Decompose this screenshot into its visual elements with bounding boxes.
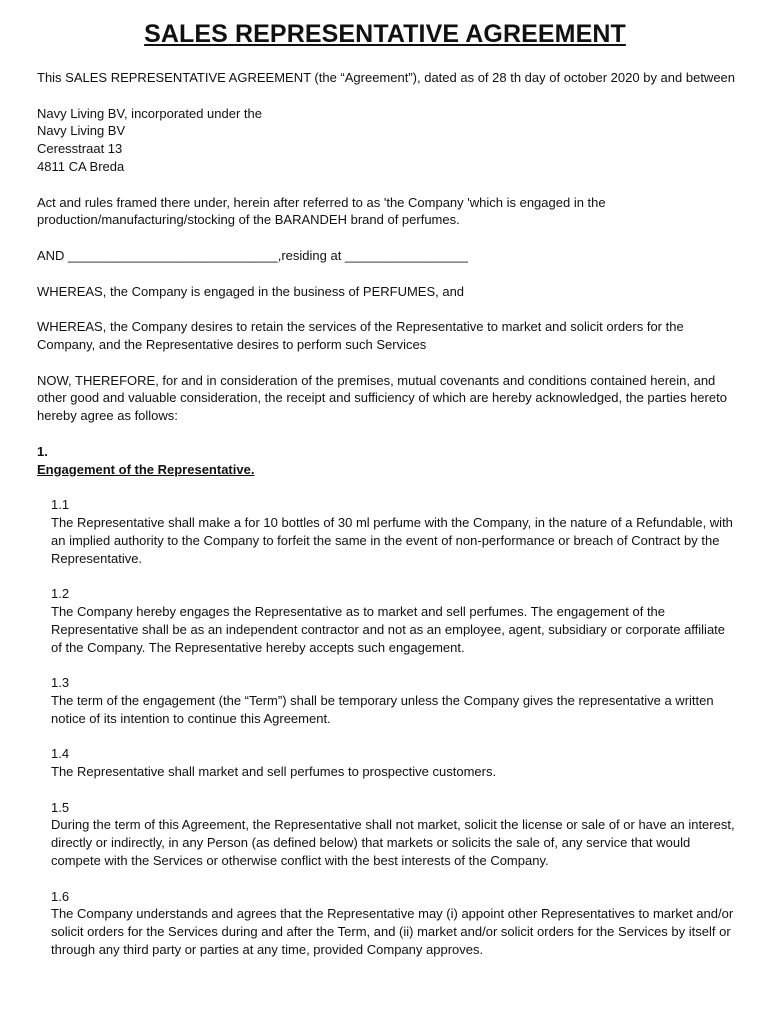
clause-text: During the term of this Agreement, the Representative shall not market, solicit the license or sale of or have an interest, directly or indirectly, in any Person (as defined below) that markets or solicits the sale of, any service that would compete with the Services or otherwise conflict with the best interests of the Company.: [51, 817, 735, 869]
clause-1-6: [37, 888, 737, 959]
clause-number: 1.5: [51, 799, 70, 815]
clause-number: 1.3: [51, 675, 70, 691]
clause-text: The term of the engagement (the “Term”) shall be temporary unless the Company gives the representative a written notice of its intention to continue this Agreement.: [51, 692, 714, 726]
document-title: SALES REPRESENTATIVE AGREEMENT: [144, 20, 626, 48]
party-street: Ceresstraat 13: [37, 141, 123, 157]
clause-1-5: [37, 799, 737, 870]
now-therefore-paragraph: NOW, THEREFORE, for and in consideration of the premises, mutual covenants and conditions contained herein, and other good and valuable consideration, the receipt and sufficiency of which are hereby acknowledged, the parties hereto hereby agree as follows:: [37, 372, 727, 424]
section-number: 1.: [37, 443, 48, 459]
clause-text: The Company hereby engages the Representative as to market and sell perfumes. The engagement of the Representative shall be as an independent contractor and not as an employee, agent, subsidiary or corporate affiliate of the Company. The Representative hereby accepts such engagement.: [51, 603, 726, 655]
clause-1-1: [37, 496, 737, 567]
party-postcode-city: 4811 CA Breda: [37, 158, 125, 174]
clause-1-4: [37, 745, 737, 781]
clause-number: 1.2: [51, 586, 70, 602]
party-name: Navy Living BV: [37, 123, 126, 139]
intro-paragraph: This SALES REPRESENTATIVE AGREEMENT (the “Agreement”), dated as of 28 th day of october 2020 by and between: [37, 70, 736, 85]
clause-number: 1.4: [51, 746, 70, 762]
section-title: Engagement of the Representative.: [37, 461, 255, 477]
clause-text: The Representative shall make a for 10 bottles of 30 ml perfume with the Company, in the nature of a Refundable, with an implied authority to the Company to forfeit the same in the event of non-performance or breach of Contract by the Representative.: [51, 514, 733, 566]
act-rules-paragraph: Act and rules framed there under, herein after referred to as 'the Company 'which is engaged in the production/manufacturing/stocking of the BARANDEH brand of perfumes.: [37, 194, 606, 228]
clause-text: The Company understands and agrees that the Representative may (i) appoint other Representatives to market and/or solicit orders for the Services during and after the Term, and (ii) market and/or solicit orders for the Services by itself or through any third party or parties at any time, provided Company approves.: [51, 906, 734, 958]
clause-number: 1.1: [51, 497, 70, 513]
and-representative-line: AND _____________________________,residing at _________________: [37, 247, 468, 263]
clause-1-3: [37, 674, 737, 727]
document-body: [37, 69, 737, 959]
clause-text: The Representative shall market and sell perfumes to prospective customers.: [51, 764, 497, 780]
whereas-paragraph-2: WHEREAS, the Company desires to retain the services of the Representative to market and solicit orders for the Company, and the Representative desires to perform such Services: [37, 319, 684, 352]
party-line: Navy Living BV, incorporated under the: [37, 105, 262, 121]
clause-number: 1.6: [51, 888, 70, 904]
whereas-paragraph-1: WHEREAS, the Company is engaged in the business of PERFUMES, and: [37, 283, 465, 299]
party-address-block: [37, 105, 737, 176]
clause-1-2: [37, 585, 737, 656]
